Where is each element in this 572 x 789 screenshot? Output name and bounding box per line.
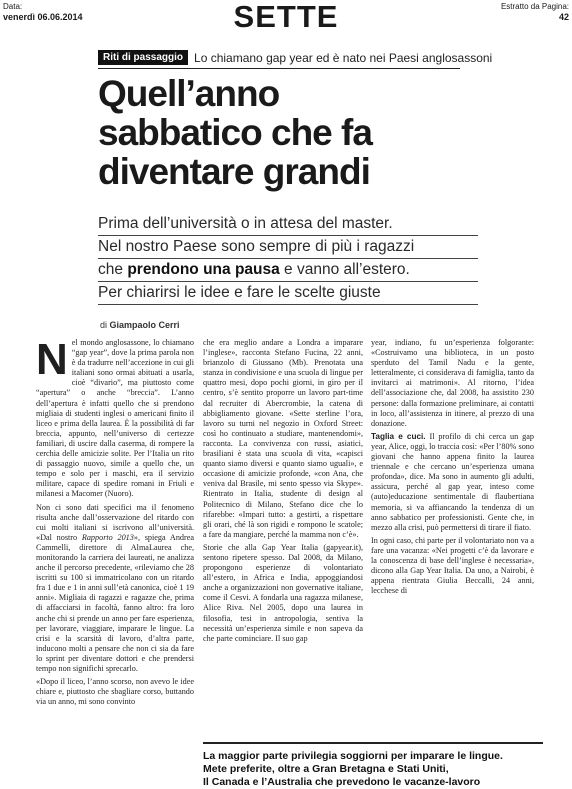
paragraph [36, 503, 194, 675]
article-column-3 [371, 338, 534, 741]
col2-p1: che era meglio andare a Londra a imparare l’inglese», racconta Stefano Fucina, 22 anni, brianzolo di Giussano (Mb). Prenotata una stanza in condivisione e una scuola di lingue per quattro mesi, dopo pochi giorni, in giro per il centro, s’è sentito proporre un lavoro part-time dal recruiter di Abercrombie, la catena di abbigliamento giovane. «Sette sterline l’ora, lavoro su turni nel negozio in Oxford Street: così ho continuato a studiare, mantenendomi», racconta. La convivenza con russi, asiatici, brasiliani è stata una scuola di vita, «capisci quanto siamo diversi e quanto siamo uguali», e occasione di amicizie profonde, «con Ana, che veniva dal Brasile, mi sento spesso via Skype». Rientrato in Italia, studente di design al Politecnico di Milano, Stefano dice che lo rifarebbe: «Impari tutto: a gestirti, a rispettare gli orari, ché là son rigidi e rompono le scatole; a fare da mangiare, perché la mamma non c’è». [203, 338, 363, 539]
headline-line-2: sabbatico che fa [98, 112, 372, 153]
kicker-rule [98, 68, 460, 69]
col3-p2: Il profilo di chi cerca un gap year, Alice, oggi, lo traccia così: «Per l’80% sono giovani che hanno appena finito la laurea triennale e che cercano un’esperienza umana profonda», dice. Ma sono in aumento gli adulti, assicura, perché al gap year, inteso come (auto)educazione sentimentale di flaubertiana memoria, si va affiancando la tendenza di un anno sabbatico per professionisti. Gente che, in mezzo alla crisi, può permettersi di tirare il fiato. [371, 431, 534, 532]
col3-lead: Taglia e cuci. [371, 431, 426, 441]
deck-line-2: Nel nostro Paese sono sempre di più i ragazzi [98, 237, 478, 259]
page-number: 42 [558, 12, 569, 22]
col1-p1: el mondo anglosassone, lo chiamano “gap year”, dove la prima parola non è da tradurre nell’accezione in cui gli italiani sono ormai abituati a usarla, cioè “divario”, ma piuttosto come “apertura” o anche “breccia”. L’anno dell’apertura è infatti quello che si prendono migliaia di studenti inglesi o americani finito il liceo e prima della laurea. È la possibilità di far breccia, appunto, nell’universo di certezze familiari, di uscire dalla caserma, di rompere la cerchia delle amicizie solite. Per l’Italia un rito di passaggio nuovo, simile a quello che, un tempo e solo per i maschi, era il servizio militare, capace di spedire romani in Friuli e milanesi a Macomer (Nuoro). [36, 338, 194, 499]
pull-quote-line-3: Il Canada e l’Australia che prevedono le vacanze-lavoro [203, 776, 481, 788]
col1-p3: «Dopo il liceo, l’anno scorso, non avevo le idee chiare e, piuttosto che sbagliare corso, buttando via un anno, mi sono convinto [36, 677, 194, 707]
date-label: Data: [3, 2, 23, 11]
col1-p2-italic: Rapporto 2013 [81, 532, 134, 542]
byline-prefix: di [100, 320, 110, 330]
deck-line-3-post: e vanno all’estero. [279, 261, 410, 278]
kicker-text: Lo chiamano gap year ed è nato nei Paesi anglosassoni [194, 50, 493, 65]
extract-label: Estratto da Pagina: [500, 2, 569, 11]
col3-p1: year, indiano, fu un’esperienza folgorante: «Costruivamo una biblioteca, in un posto sperduto del Tamil Nadu e la gente, letteralmente, ci considerava di famiglia, tanto da invitarci ai matrimoni». Al ritorno, l’idea dell’associazione che, dal 2008, ha assistito 230 persone: dalla formazione preliminare, ai contatti in loco, all’assistenza in itinere, al prezzo di una donazione. [371, 338, 534, 428]
deck-line-3-pre: che [98, 261, 128, 278]
paragraph [371, 432, 534, 533]
byline [100, 320, 180, 330]
kicker-tag: Riti di passaggio [98, 50, 188, 65]
col3-p3: In ogni caso, chi parte per il volontariato non va a fare una vacanza: «Nei progetti c’è da lavorare e la conoscenza di base dell’inglese è necessaria», dicono alla Gap Year Italia. Da uno, a Nairobi, è appena rientrata Giulia Beccalli, 24 anni, lecchese di [371, 535, 534, 596]
pull-quote-line-1: La maggior parte privilegia soggiorni per imparare le lingue. [203, 750, 503, 762]
masthead: SETTE [233, 0, 339, 34]
kicker [98, 50, 492, 65]
pull-quote-box [203, 742, 543, 789]
deck-line-3 [98, 260, 478, 282]
date-value: venerdì 06.06.2014 [3, 12, 83, 22]
article-column-1 [36, 338, 194, 789]
headline-line-1: Quell’anno [98, 73, 280, 114]
col2-p2: Storie che alla Gap Year Italia (gapyear.it), sentono ripetere spesso. Dal 2008, da Milano, propongono esperienze di volontariato all’estero, in Africa e India, appoggiandosi anche a organizzazioni non governative italiane, come il Cesvi. A fondarla una ragazza milanese, Alice Riva. Nel 2005, dopo una laurea in filosofia, tesi in antropologia, sentiva la necessità un’esperienza simile e non sapeva da che parte cominciare. Il suo gap [203, 542, 363, 643]
col1-p2: Non ci sono dati specifici ma il fenomeno risulta anche dall’osservazione del ritardo con cui molti italiani si iscrivono all’università. «Dal nostro [36, 502, 194, 542]
deck-line-1: Prima dell’università o in attesa del master. [98, 214, 478, 236]
deck [98, 214, 478, 306]
deck-line-4: Per chiarirsi le idee e fare le scelte giuste [98, 283, 478, 305]
paragraph [36, 338, 194, 500]
deck-line-3-bold: prendono una pausa [127, 261, 280, 278]
col1-p2-end: », spiega Andrea Cammelli, direttore di AlmaLaurea che, monitorando la carriera dei laureati, ne analizza anche il percorso precedente, «rileviamo che 28 iscritti su 100 si immatricolano con un ritardo fra 1 due e 1 in anni sull’età canonica, cioè 1 19 anni». Migliaia di ragazzi e ragazze che, prima di affacciarsi in facoltà, fanno altro: fra loro anche chi si prende un anno per fare esperienza, per lavorare, viaggiare, imparare le lingue. La crisi e la scarsità di lavoro, d’altra parte, inducono molti a pensare che non ci sia da fare lo sprint per diventare dottori e che prendersi tempo non significhi sprecarlo. [36, 532, 194, 673]
article-column-2 [203, 338, 363, 741]
header-page [501, 2, 569, 22]
headline-line-3: diventare grandi [98, 151, 370, 192]
byline-author: Giampaolo Cerri [109, 320, 180, 330]
pull-quote-line-2: Mete preferite, oltre a Gran Bretagna e Stati Uniti, [203, 763, 449, 775]
dropcap: N [36, 338, 68, 384]
headline [98, 74, 478, 191]
